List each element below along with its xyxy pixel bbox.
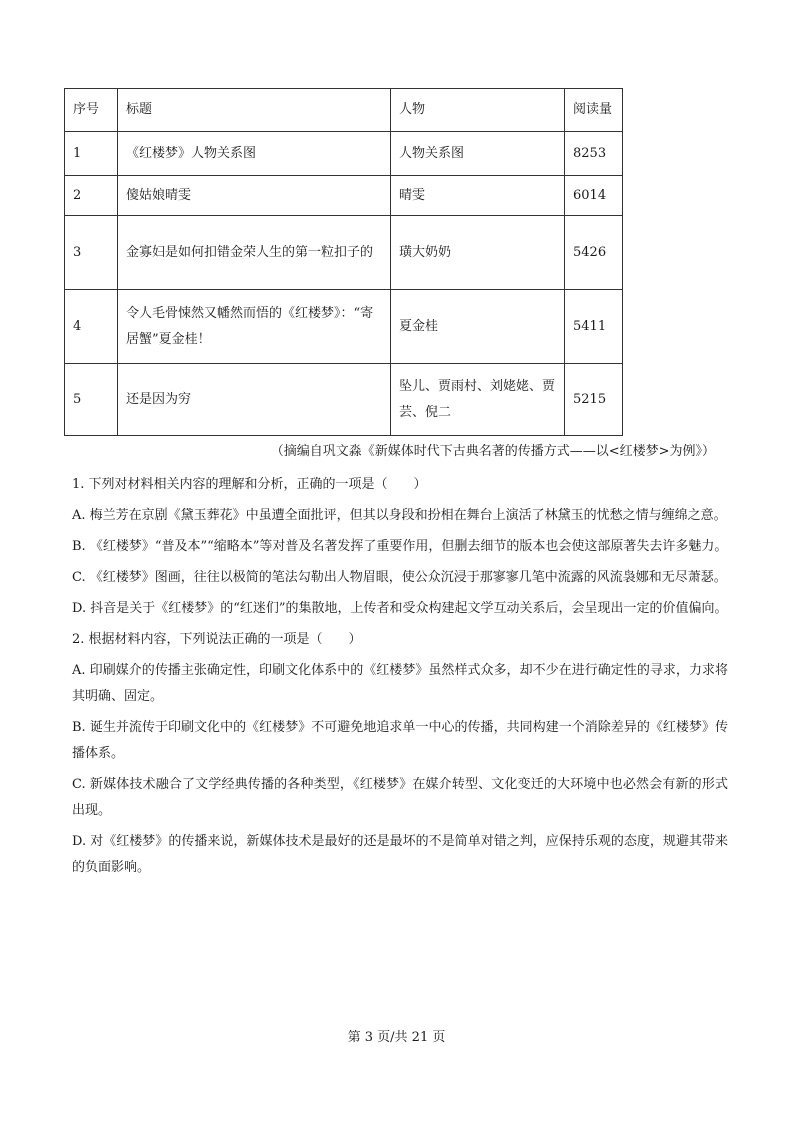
question-option: B. 《红楼梦》“普及本”“缩略本”等对普及名著发挥了重要作用，但删去细节的版本也会使这部原著失去许多魅力。 — [72, 539, 728, 554]
cell-title: 傻姑娘晴雯 — [118, 176, 391, 216]
header-cell-person: 人物 — [391, 89, 565, 132]
table-row — [65, 216, 623, 290]
question-option: B. 诞生并流传于印刷文化中的《红楼梦》不可避免地追求单一中心的传播，共同构建一个消除差异的《红楼梦》传播体系。 — [72, 720, 728, 761]
cell-person: 璜大奶奶 — [391, 216, 565, 290]
cell-title: 金寡妇是如何扣错金荣人生的第一粒扣子的 — [118, 216, 391, 290]
source-citation: （摘编自巩文淼《新媒体时代下古典名著的传播方式——以<红楼梦>为例》） — [270, 444, 715, 459]
question-option: A. 印刷媒介的传播主张确定性，印刷文化体系中的《红楼梦》虽然样式众多，却不少在进行确定性的寻求，力求将其明确、固定。 — [72, 663, 728, 704]
question-stem: 2. 根据材料内容，下列说法正确的一项是（ ） — [72, 632, 362, 647]
question-stem: 1. 下列对材料相关内容的理解和分析，正确的一项是（ ） — [72, 477, 427, 492]
cell-title: 《红楼梦》人物关系图 — [118, 132, 391, 176]
cell-no: 3 — [65, 216, 118, 290]
cell-reads: 8253 — [565, 132, 623, 176]
reading-table — [64, 88, 623, 436]
cell-person: 晴雯 — [391, 176, 565, 216]
question-option: C. 新媒体技术融合了文学经典传播的各种类型，《红楼梦》在媒介转型、文化变迁的大环境中也必然会有新的形式出现。 — [72, 777, 728, 818]
header-cell-no: 序号 — [65, 89, 118, 132]
cell-reads: 5426 — [565, 216, 623, 290]
question-option: A. 梅兰芳在京剧《黛玉葬花》中虽遭全面批评，但其以身段和扮相在舞台上演活了林黛玉的忧愁之情与缠绵之意。 — [72, 508, 727, 523]
question-option: D. 抖音是关于《红楼梦》的“红迷们”的集散地，上传者和受众构建起文学互动关系后，会呈现出一定的价值偏向。 — [72, 601, 728, 616]
cell-title: 令人毛骨悚然又幡然而悟的《红楼梦》：“寄居蟹”夏金桂！ — [118, 290, 391, 364]
cell-no: 4 — [65, 290, 118, 364]
questions-section — [72, 472, 728, 886]
cell-no: 5 — [65, 364, 118, 436]
table-header-row — [65, 89, 623, 132]
cell-person: 坠儿、贾雨村、刘姥姥、贾芸、倪二 — [391, 364, 565, 436]
cell-no: 1 — [65, 132, 118, 176]
cell-reads: 5215 — [565, 364, 623, 436]
cell-title: 还是因为穷 — [118, 364, 391, 436]
question-option: C. 《红楼梦》图画，往往以极简的笔法勾勒出人物眉眼，使公众沉浸于那寥寥几笔中流露的风流袅娜和无尽萧瑟。 — [72, 570, 727, 585]
table-row — [65, 132, 623, 176]
table-row — [65, 364, 623, 436]
cell-person: 人物关系图 — [391, 132, 565, 176]
cell-person: 夏金桂 — [391, 290, 565, 364]
cell-reads: 6014 — [565, 176, 623, 216]
table-row — [65, 290, 623, 364]
cell-reads: 5411 — [565, 290, 623, 364]
table-row — [65, 176, 623, 216]
page-footer: 第 3 页/共 21 页 — [347, 1030, 446, 1045]
cell-no: 2 — [65, 176, 118, 216]
header-cell-title: 标题 — [118, 89, 391, 132]
question-option: D. 对《红楼梦》的传播来说，新媒体技术是最好的还是最坏的不是简单对错之判，应保持乐观的态度，规避其带来的负面影响。 — [72, 834, 728, 875]
header-cell-reads: 阅读量 — [565, 89, 623, 132]
